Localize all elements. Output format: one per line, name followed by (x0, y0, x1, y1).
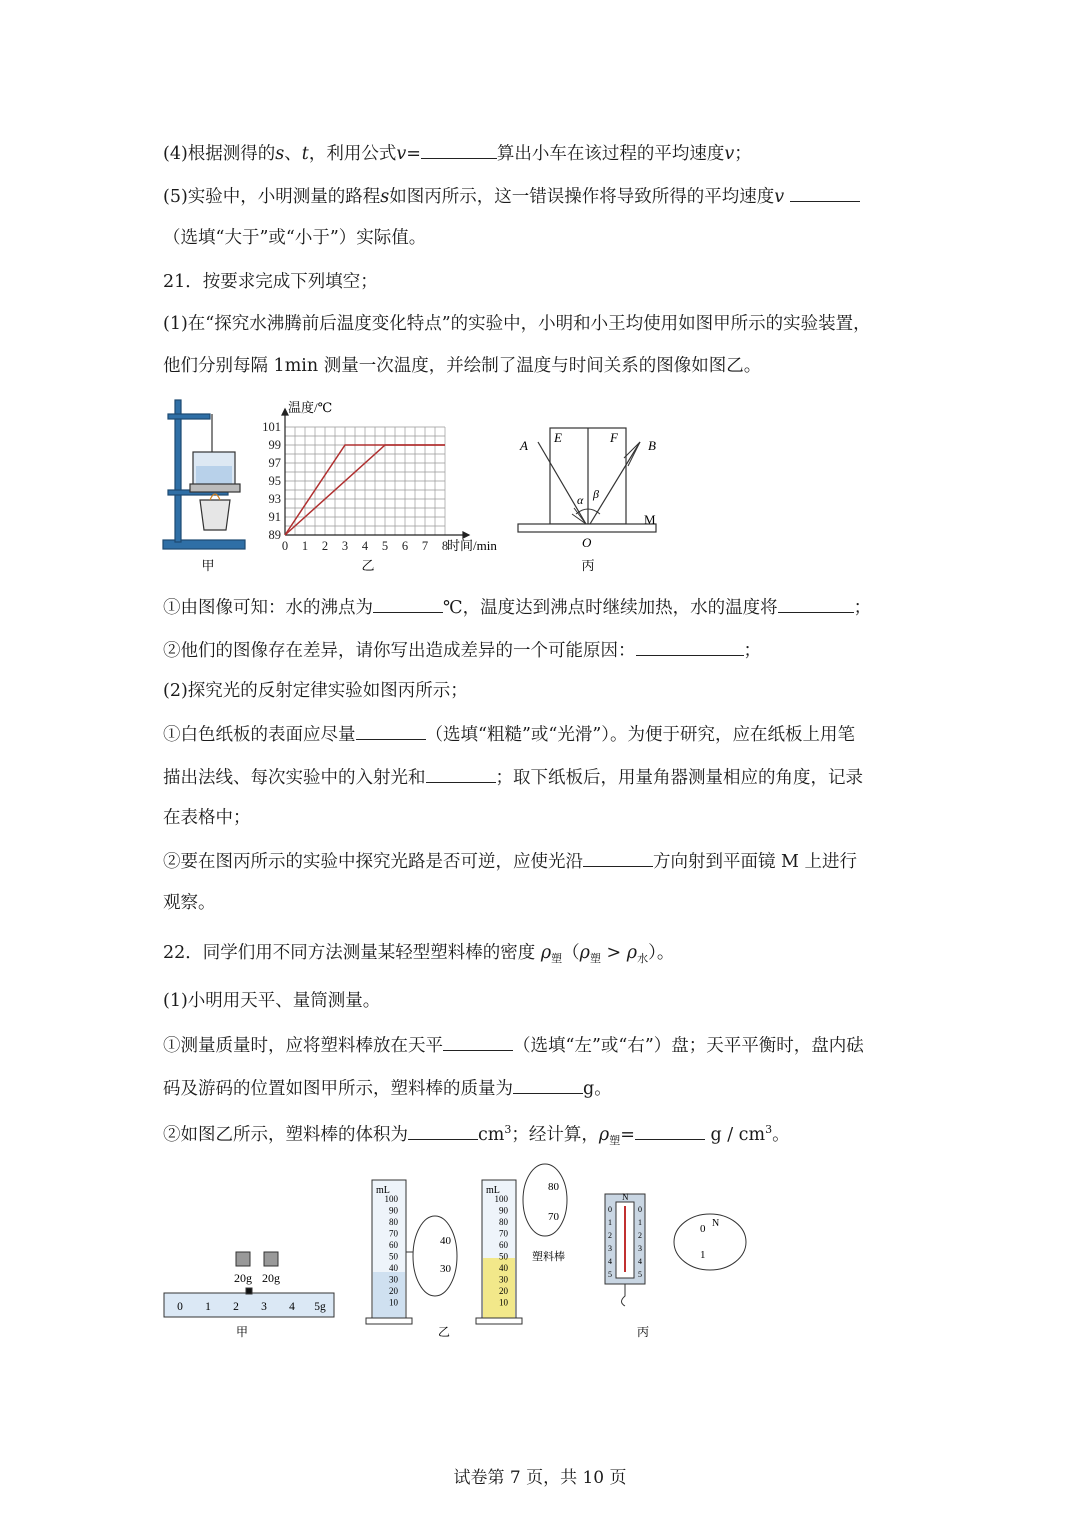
fig2-label-yi: 乙 (437, 1325, 451, 1339)
chart-ylabel: 温度/℃ (288, 400, 333, 415)
zoom3-bottom: 1 (700, 1249, 706, 1261)
zoom2-top: 80 (548, 1181, 559, 1193)
answer-blank[interactable] (636, 637, 744, 656)
spring-tick-label: 5 (608, 1270, 612, 1279)
x-tick-label: 8 (441, 539, 449, 553)
zoom3-unit: N (712, 1218, 720, 1229)
spring-tick-label: 3 (638, 1244, 642, 1253)
cylinder-tick-label: 60 (389, 1240, 398, 1250)
y-tick-label: 99 (268, 438, 281, 452)
fig-label-yi: 乙 (361, 558, 375, 573)
cylinder-tick-label: 10 (499, 1297, 508, 1308)
answer-blank[interactable] (356, 721, 426, 740)
spring-tick-label: 4 (638, 1257, 642, 1266)
x-tick-label: 7 (421, 539, 429, 553)
q22-c2: ②如图乙所示，塑料棒的体积为 $cm^3$；经计算，$\rho_塑= g / cm^3$。 (163, 1123, 790, 1147)
answer-blank[interactable] (635, 1121, 705, 1140)
q21-2c1-end: 在表格中； (163, 808, 251, 828)
x-tick-label: 3 (341, 539, 349, 553)
spring-tick-label: 2 (608, 1231, 612, 1240)
label-F: F (610, 430, 618, 445)
cylinder-tick-label: 20 (389, 1286, 398, 1296)
cylinder-tick-label: 40 (499, 1263, 508, 1273)
scale-tick-label: 3 (261, 1301, 267, 1313)
label-beta: β (593, 487, 599, 501)
cylinder-tick-label: 20 (499, 1286, 508, 1296)
fig2-label-bing: 丙 (636, 1325, 650, 1339)
q21-2c1: ①白色纸板的表面应尽量 （选填“粗糙”或“光滑”）。为便于研究，应在纸板上用笔 (163, 721, 855, 747)
y-tick-label: 97 (268, 456, 281, 470)
cylinder-tick-label: 90 (499, 1205, 508, 1216)
spring-unit: N (622, 1192, 629, 1202)
q21-2c2-end: 观察。 (163, 893, 216, 913)
label-A: A (520, 438, 528, 453)
reflection-diagram (518, 428, 656, 532)
label-E: E (554, 430, 562, 445)
cylinder-tick-label: 70 (499, 1228, 508, 1239)
weight-1: 20g (234, 1271, 252, 1285)
x-tick-label: 4 (361, 539, 369, 553)
cylinder-tick-label: 50 (499, 1251, 508, 1262)
answer-blank[interactable] (421, 140, 497, 159)
zoom1-top: 40 (440, 1235, 451, 1247)
x-tick-label: 2 (321, 539, 329, 553)
scale-tick-label: 4 (289, 1301, 295, 1313)
cylinder-tick-label: 70 (389, 1228, 398, 1239)
q21-part1-b: 他们分别每隔 1min 测量一次温度，并绘制了温度与时间关系的图像如图乙。 (163, 356, 762, 376)
cylinder-tick-label: 30 (389, 1274, 398, 1285)
cylinder-tick-label: 40 (389, 1263, 398, 1273)
scale-tick-label: 2 (233, 1301, 239, 1313)
q22-c1-cont: 码及游码的位置如图甲所示，塑料棒的质量为 g。 (163, 1075, 612, 1101)
spring-tick-label: 2 (638, 1231, 642, 1240)
page-footer: 试卷第 7 页，共 10 页 (453, 1468, 627, 1488)
q22-part1: (1)小明用天平、量筒测量。 (163, 991, 381, 1011)
figure-21 (160, 392, 680, 577)
cylinder-tick-label: 100 (494, 1194, 508, 1204)
cylinder-tick-label: 80 (389, 1217, 398, 1227)
answer-blank[interactable] (408, 1121, 478, 1140)
boiling-apparatus (163, 400, 245, 549)
spring-tick-label: 0 (608, 1205, 612, 1214)
answer-blank[interactable] (426, 764, 496, 783)
weight-2: 20g (262, 1271, 280, 1285)
spring-tick-label: 1 (608, 1218, 612, 1227)
cyl1-unit: mL (376, 1185, 390, 1196)
spring-tick-label: 1 (638, 1218, 642, 1227)
scale-tick-label: 0 (177, 1301, 183, 1313)
fig-label-bing: 丙 (581, 558, 595, 573)
answer-blank[interactable] (373, 594, 443, 613)
zoom1-bottom: 30 (440, 1263, 451, 1275)
cylinder-tick-label: 60 (499, 1240, 508, 1250)
x-tick-label: 6 (401, 539, 409, 553)
q22-title: 22．同学们用不同方法测量某轻型塑料棒的密度 $\rho_塑(\rho_塑 > \rho_水)$。 (163, 943, 675, 965)
q20-part5-cont: （选填“大于”或“小于”）实际值。 (163, 228, 427, 248)
cylinder-tick-label: 100 (384, 1194, 398, 1204)
answer-blank[interactable] (583, 848, 653, 867)
cylinder-tick-label: 80 (499, 1217, 508, 1227)
answer-blank[interactable] (513, 1075, 583, 1094)
zoom2-bottom: 70 (548, 1211, 559, 1223)
cylinder-tick-label: 90 (389, 1205, 398, 1216)
q20-part4: (4)根据测得的s、t，利用公式v= 算出小车在该过程的平均速度v； (163, 140, 752, 166)
q21-part1-a: (1)在“探究水沸腾前后温度变化特点”的实验中，小明和小王均使用如图甲所示的实验装置， (163, 314, 871, 334)
spring-tick-label: 5 (638, 1270, 642, 1279)
q20-part5: (5)实验中，小明测量的路程s如图丙所示，这一错误操作将导致所得的平均速度v (163, 183, 860, 209)
answer-blank[interactable] (443, 1032, 513, 1051)
q21-part2: (2)探究光的反射定律实验如图丙所示； (163, 681, 468, 701)
rod-label: 塑料棒 (532, 1251, 565, 1263)
y-tick-label: 89 (268, 528, 281, 542)
q21-2c1-cont: 描出法线、每次实验中的入射光和 ；取下纸板后，用量角器测量相应的角度，记录 (163, 764, 863, 790)
scale-tick-label: 5g (314, 1301, 326, 1313)
y-tick-label: 91 (268, 510, 281, 524)
q21-c1: ①由图像可知：水的沸点为 ℃，温度达到沸点时继续加热，水的温度将 ； (163, 594, 871, 620)
label-B: B (648, 438, 656, 453)
q21-title: 21．按要求完成下列填空； (163, 272, 378, 292)
x-tick-label: 5 (381, 539, 389, 553)
cylinder-tick-label: 50 (389, 1251, 398, 1262)
spring-scale (605, 1194, 746, 1306)
cyl2-unit: mL (486, 1185, 500, 1196)
answer-blank[interactable] (790, 183, 860, 202)
cylinder-tick-label: 10 (389, 1297, 398, 1308)
spring-tick-label: 3 (608, 1244, 612, 1253)
answer-blank[interactable] (778, 594, 854, 613)
q22-c1: ①测量质量时，应将塑料棒放在天平 （选填“左”或“右”）盘；天平平衡时，盘内砝 (163, 1032, 864, 1058)
y-tick-label: 93 (268, 492, 281, 506)
q21-c2: ②他们的图像存在差异，请你写出造成差异的一个可能原因： ； (163, 637, 761, 663)
x-tick-label: 1 (301, 539, 309, 553)
label-O: O (582, 535, 592, 550)
figure-22 (160, 1160, 760, 1345)
label-M: M (644, 512, 656, 527)
q21-2c2: ②要在图丙所示的实验中探究光路是否可逆，应使光沿 方向射到平面镜 M 上进行 (163, 848, 857, 874)
spring-tick-label: 0 (638, 1205, 642, 1214)
fig-label-jia: 甲 (201, 558, 215, 573)
chart-xlabel: 时间/min (447, 538, 497, 553)
temperature-chart (262, 409, 469, 553)
cylinder-tick-label: 30 (499, 1274, 508, 1285)
x-tick-label: 0 (281, 539, 289, 553)
spring-tick-label: 4 (608, 1257, 612, 1266)
y-tick-label: 101 (262, 420, 281, 434)
y-tick-label: 95 (268, 474, 281, 488)
zoom3-top: 0 (700, 1223, 706, 1235)
scale-tick-label: 1 (205, 1301, 211, 1313)
fig2-label-jia: 甲 (235, 1325, 249, 1339)
label-alpha: α (577, 493, 584, 507)
